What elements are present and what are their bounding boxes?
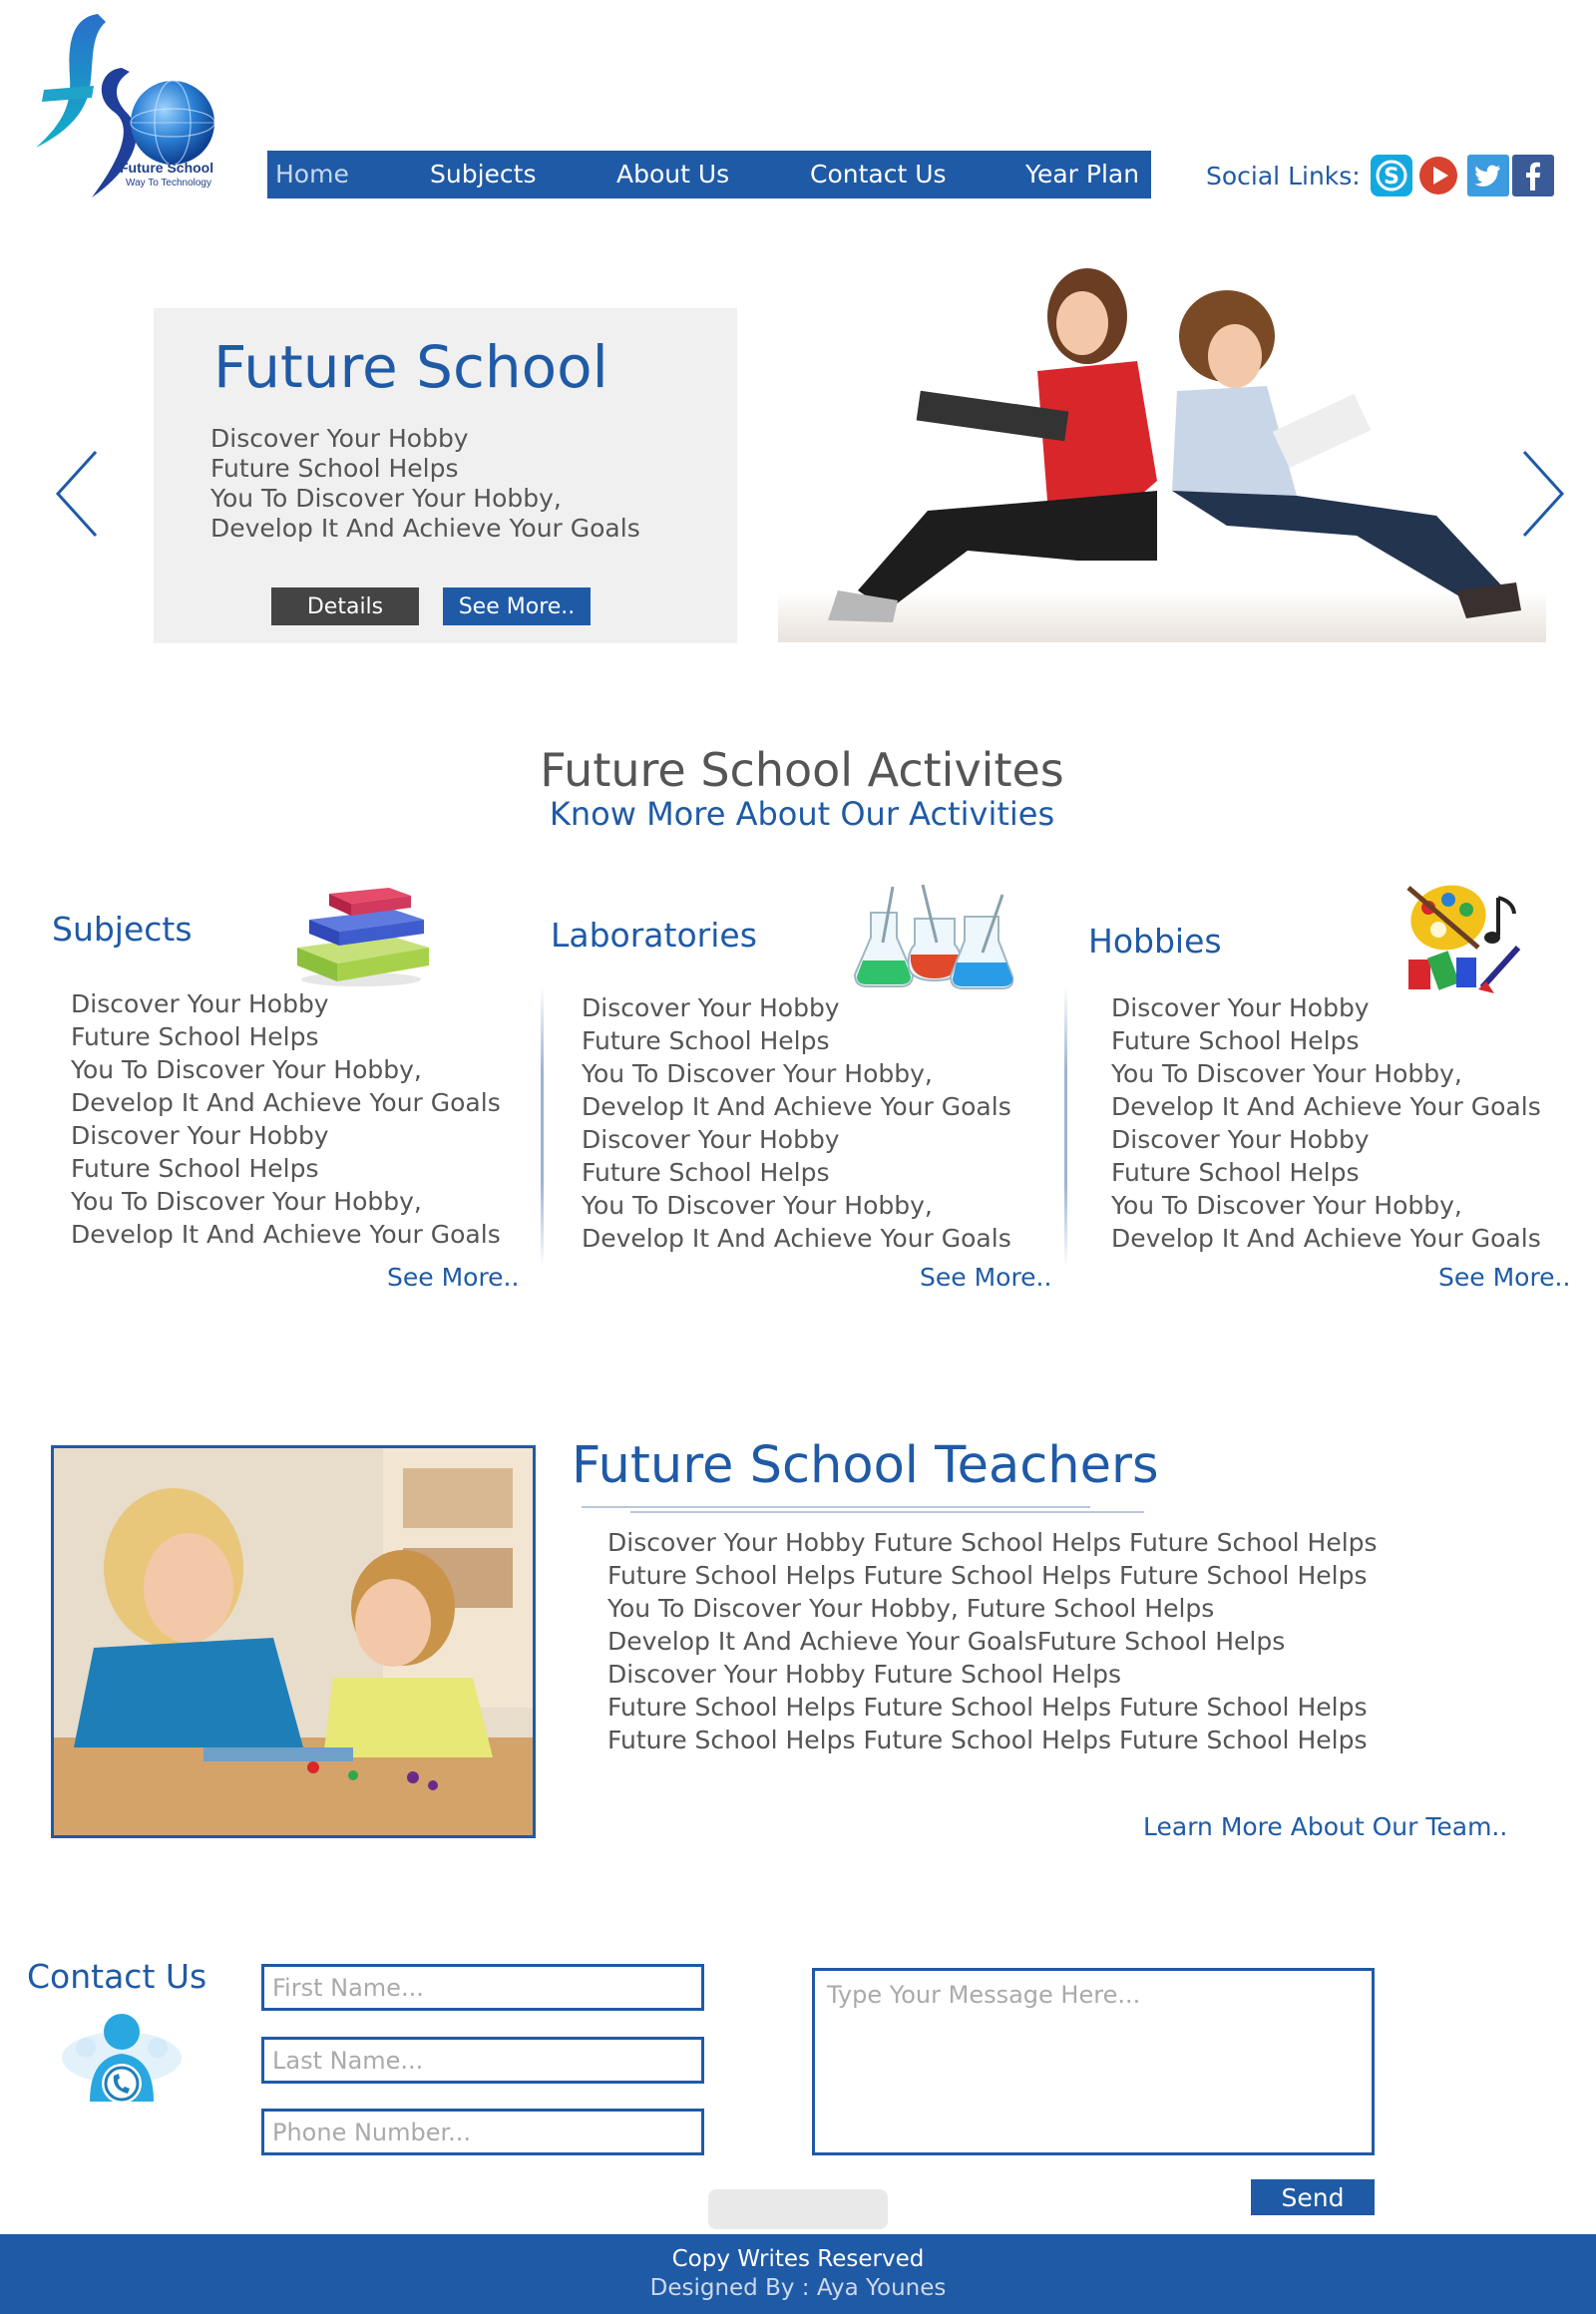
svg-text:S: S [1384, 165, 1399, 190]
teacher-with-child-image [51, 1445, 536, 1838]
flasks-icon [853, 883, 1017, 992]
facebook-icon[interactable] [1512, 155, 1554, 196]
hero-line: Discover Your Hobby [210, 424, 469, 453]
teachers-line: Discover Your Hobby Future School Helps [607, 1660, 1122, 1689]
hero-line: Develop It And Achieve Your Goals [210, 514, 640, 543]
learn-more-team-link[interactable]: Learn More About Our Team.. [1143, 1812, 1508, 1841]
laboratories-see-more-link[interactable]: See More.. [920, 1263, 1052, 1292]
nav-home[interactable]: Home [275, 160, 349, 189]
laboratories-line: Discover Your Hobby [582, 993, 840, 1022]
teachers-title: Future School Teachers [572, 1436, 1159, 1495]
teachers-line: Future School Helps Future School Helps Future School Helps [607, 1726, 1368, 1754]
teachers-line: You To Discover Your Hobby, Future School Helps [607, 1594, 1215, 1623]
youtube-icon[interactable] [1417, 155, 1459, 196]
column-divider [541, 987, 544, 1267]
subjects-line: Future School Helps [71, 1154, 319, 1183]
palette-icon [1398, 878, 1528, 997]
laboratories-line: Discover Your Hobby [582, 1125, 840, 1154]
main-nav [267, 151, 1151, 198]
teachers-line: Discover Your Hobby Future School Helps Future School Helps [607, 1528, 1378, 1557]
laboratories-line: You To Discover Your Hobby, [582, 1059, 933, 1088]
books-icon [289, 876, 434, 987]
subjects-line: Discover Your Hobby [71, 989, 329, 1018]
laboratories-line: Develop It And Achieve Your Goals [582, 1092, 1011, 1121]
laboratories-line: Future School Helps [582, 1158, 830, 1187]
title-underline [630, 1511, 1144, 1513]
hero-description [210, 424, 640, 544]
title-underline [582, 1506, 1090, 1508]
laboratories-title[interactable]: Laboratories [551, 916, 757, 955]
hero-see-more-button[interactable]: See More.. [443, 587, 591, 625]
laboratories-line: You To Discover Your Hobby, [582, 1191, 933, 1220]
designer-credit: Designed By : Aya Younes [649, 2275, 947, 2301]
teachers-description [607, 1526, 1378, 1756]
subjects-line: Discover Your Hobby [71, 1121, 329, 1150]
contact-person-phone-icon [60, 2010, 185, 2115]
teachers-line: Develop It And Achieve Your GoalsFuture School Helps [607, 1627, 1286, 1656]
hobbies-line: Develop It And Achieve Your Goals [1111, 1092, 1541, 1121]
laboratories-line: Future School Helps [582, 1026, 830, 1055]
nav-contact-us[interactable]: Contact Us [810, 160, 947, 189]
contact-title: Contact Us [27, 1957, 207, 1996]
activities-subtitle: Know More About Our Activities [549, 795, 1055, 833]
hobbies-line: You To Discover Your Hobby, [1111, 1191, 1462, 1220]
skype-icon[interactable] [1371, 155, 1412, 196]
subjects-line: Future School Helps [71, 1022, 319, 1051]
first-name-field[interactable] [261, 1964, 704, 2011]
subjects-line: You To Discover Your Hobby, [71, 1187, 422, 1216]
subjects-see-more-link[interactable]: See More.. [387, 1263, 520, 1292]
hero-line: Future School Helps [210, 454, 459, 483]
logo-tagline: Way To Technology [126, 178, 211, 189]
social-links-label: Social Links: [1206, 162, 1361, 191]
column-divider [1064, 987, 1067, 1267]
subjects-line: Develop It And Achieve Your Goals [71, 1088, 501, 1117]
last-name-field[interactable] [261, 2037, 704, 2084]
hobbies-line: You To Discover Your Hobby, [1111, 1059, 1462, 1088]
laboratories-description [582, 991, 1011, 1255]
activities-title: Future School Activites [540, 743, 1064, 797]
subjects-description [71, 987, 501, 1251]
hobbies-line: Discover Your Hobby [1111, 993, 1370, 1022]
nav-year-plan[interactable]: Year Plan [1025, 160, 1140, 189]
subjects-title[interactable]: Subjects [52, 910, 193, 949]
hobbies-description [1111, 991, 1541, 1255]
hobbies-line: Future School Helps [1111, 1158, 1360, 1187]
phone-number-field[interactable] [261, 2109, 704, 2155]
hobbies-line: Future School Helps [1111, 1026, 1360, 1055]
subjects-line: Develop It And Achieve Your Goals [71, 1220, 501, 1249]
hero-kids-reading-image [778, 261, 1546, 642]
slider-prev-arrow-icon[interactable] [52, 444, 102, 544]
hobbies-line: Develop It And Achieve Your Goals [1111, 1224, 1541, 1253]
nav-subjects[interactable]: Subjects [430, 160, 537, 189]
teachers-line: Future School Helps Future School Helps Future School Helps [607, 1561, 1368, 1590]
hobbies-see-more-link[interactable]: See More.. [1438, 1263, 1571, 1292]
details-button[interactable]: Details [271, 587, 419, 625]
laboratories-line: Develop It And Achieve Your Goals [582, 1224, 1011, 1253]
hobbies-line: Discover Your Hobby [1111, 1125, 1370, 1154]
teachers-line: Future School Helps Future School Helps Future School Helps [607, 1693, 1368, 1722]
nav-about-us[interactable]: About Us [616, 160, 730, 189]
hero-line: You To Discover Your Hobby, [210, 484, 562, 513]
subjects-line: You To Discover Your Hobby, [71, 1055, 422, 1084]
send-button[interactable]: Send [1251, 2179, 1375, 2215]
twitter-icon[interactable] [1467, 155, 1509, 196]
copyright-text: Copy Writes Reserved [671, 2246, 925, 2272]
message-field[interactable] [812, 1968, 1375, 2155]
hero-title: Future School [213, 333, 608, 401]
hobbies-title[interactable]: Hobbies [1088, 922, 1222, 961]
logo-name: Future School [120, 160, 214, 176]
